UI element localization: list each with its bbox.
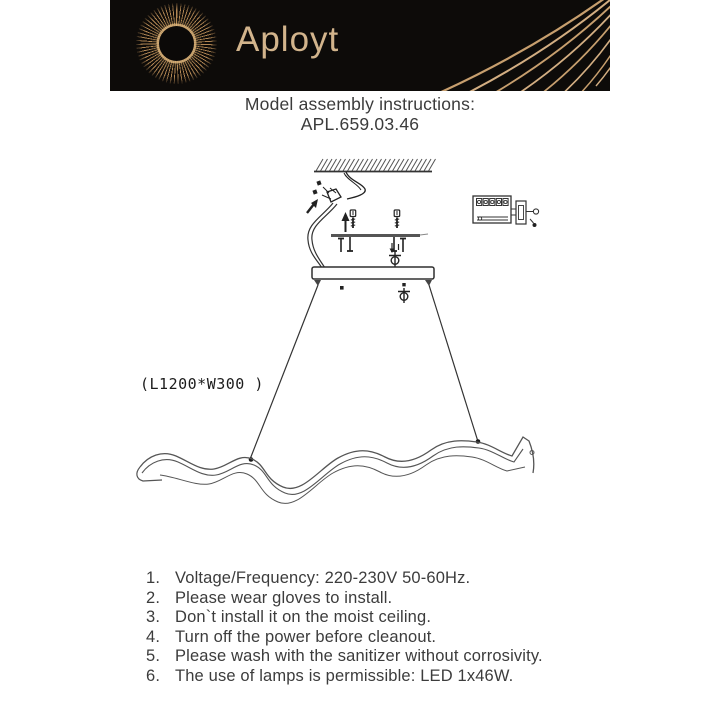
list-item xyxy=(146,667,616,687)
model-number: APL.659.03.46 xyxy=(300,114,420,134)
ceiling-hatch xyxy=(316,159,436,171)
screw-symbol-lower xyxy=(398,283,410,303)
list-item-number: 6. xyxy=(146,666,161,685)
list-item xyxy=(146,647,616,667)
screw-dot-left xyxy=(340,286,344,290)
list-item-number: 3. xyxy=(146,608,161,626)
brand-logo-text: Aployt xyxy=(236,20,340,59)
wire-connector xyxy=(312,172,365,202)
list-item-text: Don`t install it on the moist ceiling. xyxy=(175,608,432,626)
bracket-screws xyxy=(338,237,406,252)
dimension-label: (L1200*W300 ) xyxy=(140,375,264,393)
list-item xyxy=(146,608,616,628)
screw-anchor-icon-left xyxy=(350,210,356,228)
page-title: Model assembly instructions: xyxy=(244,94,476,114)
list-item-number: 1. xyxy=(146,569,161,587)
list-item-number: 4. xyxy=(146,627,161,646)
list-item-text: Please wear gloves to install. xyxy=(175,588,393,607)
list-item-text: Voltage/Frequency: 220-230V 50-60Hz. xyxy=(175,569,471,587)
connector-arrow-icon xyxy=(307,199,318,213)
list-item xyxy=(146,569,616,589)
cable-grip-right xyxy=(425,280,432,286)
instruction-list xyxy=(146,569,616,686)
mounting-bracket xyxy=(331,234,428,236)
list-item-text: Turn off the power before cleanout. xyxy=(175,627,437,646)
suspension-cable-left xyxy=(251,285,319,458)
pendant-fixture xyxy=(137,437,534,503)
suspension-cable-right xyxy=(429,285,478,440)
list-item-number: 5. xyxy=(146,647,161,665)
list-item-text: The use of lamps is permissible: LED 1x46W. xyxy=(175,666,514,685)
screw-anchor-icon-right xyxy=(394,210,400,228)
terminal-block-detail xyxy=(473,196,539,227)
list-item-number: 2. xyxy=(146,588,161,607)
up-arrow-icon xyxy=(342,212,350,232)
screw-symbol-upper xyxy=(389,243,401,267)
list-item-text: Please wash with the sanitizer without corrosivity. xyxy=(175,647,543,665)
list-item xyxy=(146,628,616,648)
canopy-plate xyxy=(312,267,434,279)
list-item xyxy=(146,589,616,609)
